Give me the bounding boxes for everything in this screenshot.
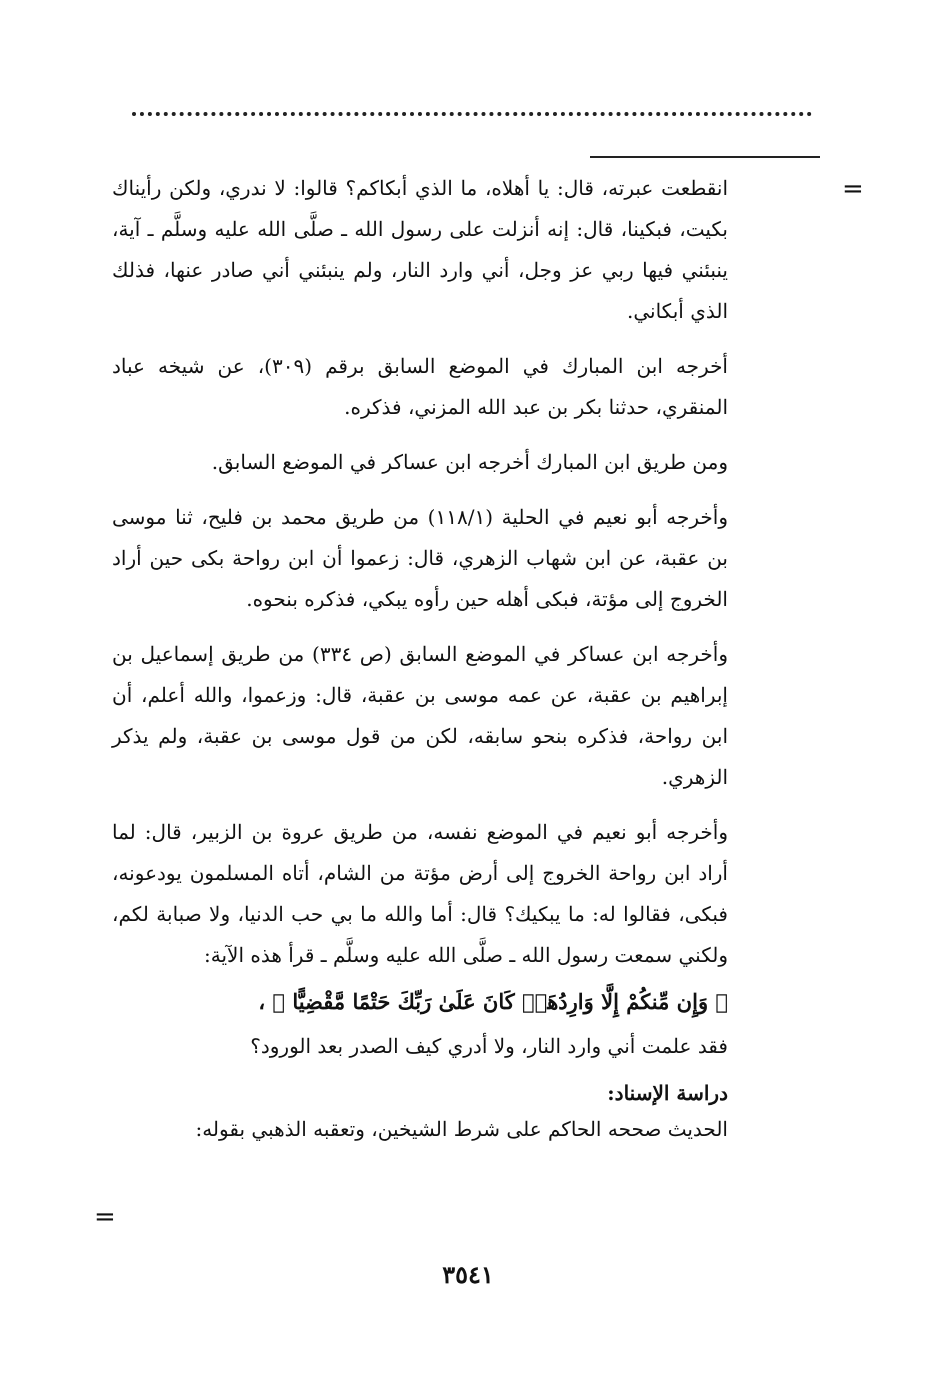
- section-heading: دراسة الإسناد:: [607, 1081, 728, 1105]
- paragraph-4: وأخرجه أبو نعيم في الحلية (١١٨/١) من طريق محمد بن فليح، ثنا موسى بن عقبة، عن ابن شهاب الزهري، قال: زعموا أن ابن رواحة بكى حين أراد الخروج إلى مؤتة، فبكى أهله حين رأوه يبكي، فذكره بنحوه.: [112, 505, 728, 611]
- page-number: ٣٥٤١: [442, 1260, 494, 1289]
- footnote-separator-rule: [590, 156, 820, 158]
- page-body: [112, 168, 728, 1147]
- section-text: الحديث صححه الحاكم على شرط الشيخين، وتعقبه الذهبي بقوله:: [195, 1117, 728, 1141]
- paragraph-2: أخرجه ابن المبارك في الموضع السابق برقم (٣٠٩)، عن شيخه عباد المنقري، حدثنا بكر بن عبد الله المزني، فذكره.: [112, 354, 728, 419]
- paragraph-5: وأخرجه ابن عساكر في الموضع السابق (ص ٣٣٤) من طريق إسماعيل بن إبراهيم بن عقبة، عن عمه موسى بن عقبة، قال: وزعموا، والله أعلم، أن ابن رواحة، فذكره بنحو سابقه، لكن من قول موسى بن عقبة، ولم يذكر الزهري.: [112, 642, 728, 789]
- continuation-mark-top: =: [842, 174, 864, 204]
- quran-verse: ﴿ وَإِن مِّنكُمْ إِلَّا وَارِدُهَاۚ كَانَ عَلَىٰ رَبِّكَ حَتْمًا مَّقْضِيًّا ﴾ ،: [258, 989, 728, 1014]
- after-verse-text: فقد علمت أني وارد النار، ولا أدري كيف الصدر بعد الورود؟: [250, 1034, 728, 1058]
- paragraph-1: انقطعت عبرته، قال: يا أهلاه، ما الذي أبكاكم؟ قالوا: لا ندري، ولكن رأيناك بكيت، فبكينا، قال: إنه أنزلت على رسول الله ـ صلَّى الله عليه وسلَّم ـ آية، ينبئني فيها ربي عز وجل، أني وارد النار، ولم ينبئني أني صادر عنها، فذلك الذي أبكاني.: [112, 176, 729, 323]
- paragraph-3: ومن طريق ابن المبارك أخرجه ابن عساكر في الموضع السابق.: [211, 450, 728, 474]
- header-dotted-rule: [132, 112, 812, 116]
- paragraph-6: وأخرجه أبو نعيم في الموضع نفسه، من طريق عروة بن الزبير، قال: لما أراد ابن رواحة الخروج إلى أرض مؤتة من الشام، أتاه المسلمون يودعونه، فبكى، فقالوا له: ما يبكيك؟ قال: أما والله ما بي حب الدنيا، ولا صبابة لكم، ولكني سمعت رسول الله ـ صلَّى الله عليه وسلَّم ـ قرأ هذه الآية:: [112, 820, 728, 967]
- continuation-mark-bottom: =: [94, 1202, 116, 1232]
